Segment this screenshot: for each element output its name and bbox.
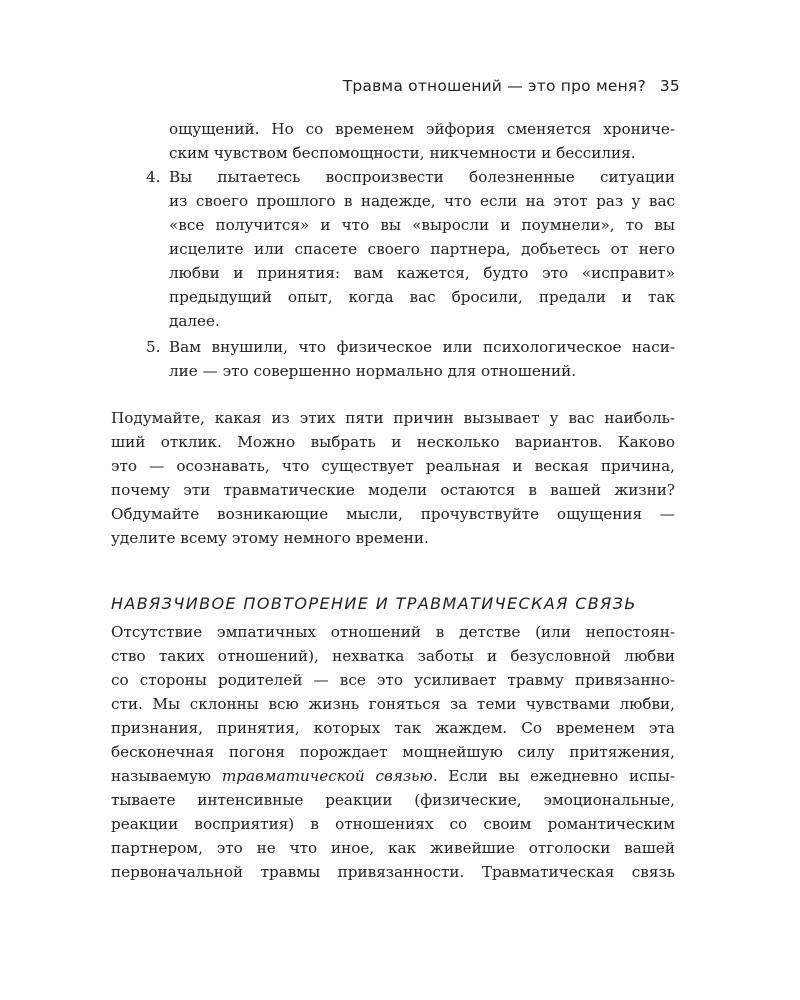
paragraph-line: первоначальной травмы привязанности. Травматическая связь bbox=[111, 863, 675, 881]
page-number: 35 bbox=[659, 77, 680, 95]
list-line: Вы пытаетесь воспроизвести болезненные ситуации bbox=[169, 168, 675, 186]
text-segment: . Если вы ежедневно испы- bbox=[432, 767, 675, 785]
list-line: ощущений. Но со временем эйфория сменяется хрониче- bbox=[169, 120, 675, 138]
paragraph-line: тываете интенсивные реакции (физические, эмоциональные, bbox=[111, 791, 675, 809]
paragraph-line: уделите всему этому немного времени. bbox=[111, 529, 429, 547]
list-line: ским чувством беспомощности, никчемности и бессилия. bbox=[169, 144, 636, 162]
list-line: любви и принятия: вам кажется, будто это «исправит» bbox=[169, 264, 675, 282]
italic-term: травматической связью bbox=[221, 767, 433, 785]
paragraph-line: почему эти травматические модели остаются в вашей жизни? bbox=[111, 481, 675, 499]
section-heading: НАВЯЗЧИВОЕ ПОВТОРЕНИЕ И ТРАВМАТИЧЕСКАЯ СВЯЗЬ bbox=[111, 594, 637, 613]
list-line: далее. bbox=[169, 312, 220, 330]
paragraph-line: партнером, это не что иное, как живейшие отголоски вашей bbox=[111, 839, 675, 857]
paragraph-line: признания, принятия, которых так жаждем. Со временем эта bbox=[111, 719, 675, 737]
list-item-number: 4. bbox=[146, 168, 161, 186]
paragraph-line-mixed bbox=[111, 764, 675, 788]
paragraph-line: Обдумайте возникающие мысли, прочувствуйте ощущения — bbox=[111, 505, 675, 523]
paragraph-line: ший отклик. Можно выбрать и несколько вариантов. Каково bbox=[111, 433, 675, 451]
paragraph-line: сти. Мы склонны всю жизнь гоняться за теми чувствами любви, bbox=[111, 695, 675, 713]
list-line: предыдущий опыт, когда вас бросили, предали и так bbox=[169, 288, 675, 306]
chapter-title: Травма отношений — это про меня? bbox=[342, 77, 646, 95]
list-line: «все получится» и что вы «выросли и поумнели», то вы bbox=[169, 216, 675, 234]
paragraph-line: это — осознавать, что существует реальная и веская причина, bbox=[111, 457, 675, 475]
list-line: из своего прошлого в надежде, что если на этот раз у вас bbox=[169, 192, 675, 210]
paragraph-line: реакции восприятия) в отношениях со своим романтическим bbox=[111, 815, 675, 833]
text-segment: называемую bbox=[111, 767, 222, 785]
paragraph-line: ство таких отношений), нехватка заботы и безусловной любви bbox=[111, 647, 675, 665]
paragraph-line: со стороны родителей — все это усиливает травму привязанно- bbox=[111, 671, 675, 689]
list-line: исцелите или спасете своего партнера, добьетесь от него bbox=[169, 240, 675, 258]
paragraph-line: Отсутствие эмпатичных отношений в детстве (или непостоян- bbox=[111, 623, 675, 641]
list-line: лие — это совершенно нормально для отношений. bbox=[169, 362, 577, 380]
list-line: Вам внушили, что физическое или психологическое наси- bbox=[169, 338, 675, 356]
paragraph-line: бесконечная погоня порождает мощнейшую силу притяжения, bbox=[111, 743, 675, 761]
list-item-number: 5. bbox=[146, 338, 161, 356]
running-header bbox=[343, 77, 680, 95]
paragraph-line: Подумайте, какая из этих пяти причин вызывает у вас наиболь- bbox=[111, 409, 675, 427]
